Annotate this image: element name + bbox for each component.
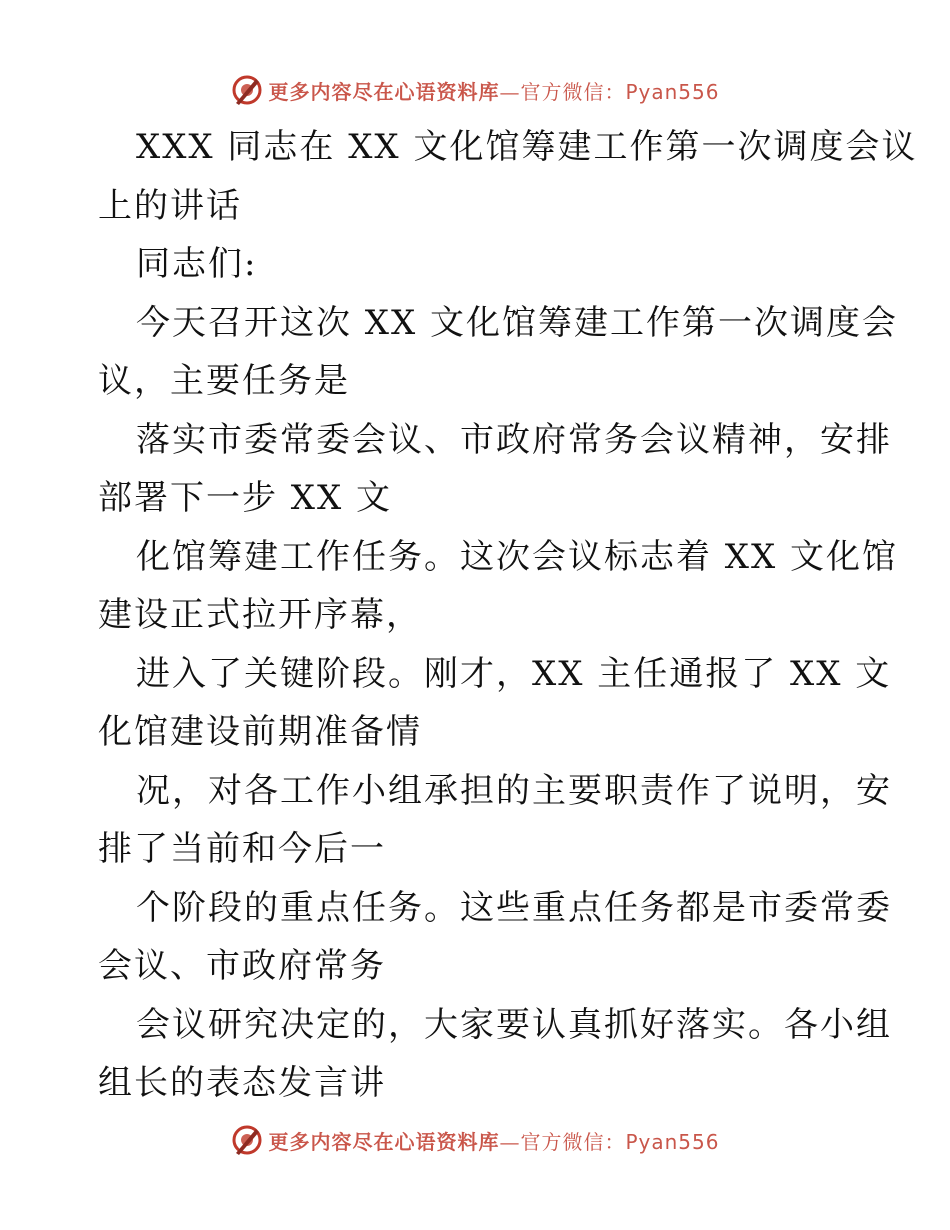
text-line: 部署下一步 XX 文: [98, 478, 393, 518]
text-line: 今天召开这次 XX 文化馆筹建工作第一次调度会: [136, 302, 899, 343]
watermark-text: 更多内容尽在心语资料库: [268, 1129, 500, 1154]
text-line: 建设正式拉开序幕，: [98, 595, 422, 635]
watermark-wechat: 官方微信：Pyan556: [520, 1129, 720, 1154]
watermark-separator: —: [499, 1129, 521, 1154]
text-line: 化馆筹建工作任务。这次会议标志着 XX 文化馆: [136, 536, 899, 577]
salutation: 同志们:: [136, 244, 258, 284]
text-line: 进入了关键阶段。刚才，XX 主任通报了 XX 文: [136, 653, 892, 694]
text-line: 组长的表态发言讲: [98, 1063, 386, 1103]
text-line: 议，主要任务是: [98, 361, 350, 401]
text-line: 个阶段的重点任务。这些重点任务都是市委常委: [136, 887, 892, 928]
pen-logo-icon: [230, 1123, 264, 1157]
footer-watermark: [0, 1120, 950, 1160]
header-watermark: [0, 70, 950, 110]
text-line: 化馆建设前期准备情: [98, 712, 422, 752]
document-body: [98, 118, 918, 1113]
text-line: 落实市委常委会议、市政府常务会议精神，安排: [136, 419, 892, 460]
text-line: 会议研究决定的，大家要认真抓好落实。各小组: [136, 1004, 892, 1045]
pen-logo-icon: [230, 73, 264, 107]
title-line-1: XXX 同志在 XX 文化馆筹建工作第一次调度会议: [136, 127, 918, 167]
watermark-wechat: 官方微信：Pyan556: [520, 79, 720, 104]
text-line: 会议、市政府常务: [98, 946, 386, 986]
watermark-text: 更多内容尽在心语资料库: [268, 79, 500, 104]
text-line: 况，对各工作小组承担的主要职责作了说明，安: [136, 770, 892, 811]
watermark-separator: —: [499, 79, 521, 104]
text-line: 排了当前和今后一: [98, 829, 386, 869]
title-line-2: 上的讲话: [98, 185, 242, 226]
